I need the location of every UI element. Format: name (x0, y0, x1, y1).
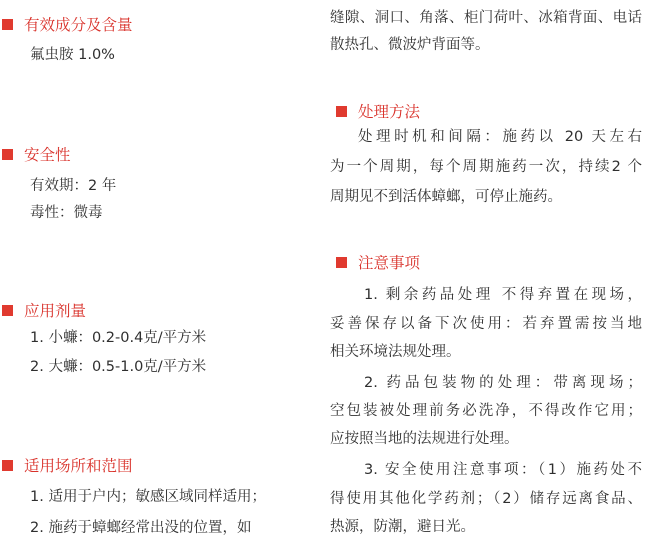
square-bullet-icon (2, 149, 13, 160)
body-line: 空包装被处理前务必洗净，不得改作它用； (330, 403, 642, 419)
toxicity-line: 毒性：微毒 (30, 205, 103, 221)
body-line: 得使用其他化学药剂；（2）储存远离食品、 (330, 491, 642, 507)
square-bullet-icon (2, 19, 13, 30)
dosage-line: 2. 大蠊：0.5-1.0克/平方米 (30, 359, 207, 375)
square-bullet-icon (2, 460, 13, 471)
body-line: 妥善保存以备下次使用：若弃置需按当地 (330, 316, 642, 332)
scope-line: 1. 适用于户内；敏感区域同样适用； (30, 489, 266, 505)
body-line: 缝隙、洞口、角落、柜门荷叶、冰箱背面、电话 (330, 10, 642, 26)
body-line: 处理时机和间隔：施药以 20 天左右 (358, 129, 642, 145)
body-line: 周期见不到活体蟑螂，可停止施药。 (330, 189, 562, 205)
body-line: 2. 药品包装物的处理：带离现场； (364, 375, 642, 391)
body-line: 热源，防潮，避日光。 (330, 519, 475, 535)
heading-text: 适用场所和范围 (24, 457, 133, 475)
dosage-line: 1. 小蠊：0.2-0.4克/平方米 (30, 330, 207, 346)
heading-text: 安全性 (24, 146, 71, 164)
heading-text: 应用剂量 (24, 302, 87, 320)
section-heading-treatment (336, 100, 420, 122)
body-line: 散热孔、微波炉背面等。 (330, 37, 490, 53)
section-heading-dosage (2, 299, 86, 321)
left-column (0, 0, 310, 546)
heading-text: 处理方法 (358, 103, 421, 121)
section-heading-safety (2, 143, 71, 165)
ingredient-line: 氟虫胺 1.0% (30, 47, 115, 63)
section-heading-scope (2, 454, 133, 476)
section-heading-ingredients (2, 13, 133, 35)
square-bullet-icon (336, 257, 347, 268)
body-line: 相关环境法规处理。 (330, 344, 461, 360)
body-line: 为一个周期，每个周期施药一次，持续2 个 (330, 159, 642, 175)
right-column (330, 0, 642, 546)
body-line: 1. 剩余药品处理 不得弃置在现场， (364, 287, 642, 303)
body-line: 应按照当地的法规进行处理。 (330, 431, 519, 447)
body-line: 3. 安全使用注意事项：（1）施药处不 (364, 462, 642, 478)
heading-text: 注意事项 (358, 254, 421, 272)
heading-text: 有效成分及含量 (24, 16, 133, 34)
square-bullet-icon (336, 106, 347, 117)
shelf-life-line: 有效期：2 年 (30, 178, 117, 194)
scope-line: 2. 施药于蟑螂经常出没的位置，如 (30, 520, 252, 536)
square-bullet-icon (2, 305, 13, 316)
section-heading-notes (336, 251, 420, 273)
